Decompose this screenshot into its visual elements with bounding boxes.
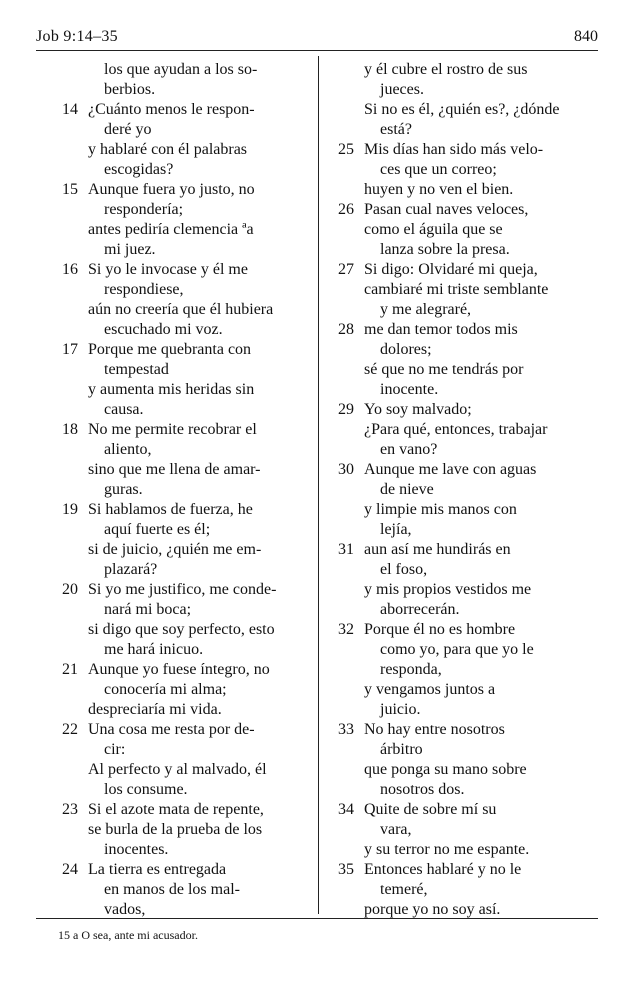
verse-text: inocente. <box>380 381 439 398</box>
verse-line <box>338 660 588 680</box>
verse-text: y él cubre el rostro de sus <box>364 61 528 78</box>
verse-line <box>338 340 588 360</box>
verse-line <box>62 460 308 480</box>
verse-text: en vano? <box>380 441 438 458</box>
verse-text: Porque me quebranta con <box>88 341 252 358</box>
verse-line <box>338 120 588 140</box>
verse-line <box>62 900 308 920</box>
verse-text: como el águila que se <box>364 221 503 238</box>
verse-line <box>62 540 308 560</box>
verse-text: huyen y no ven el bien. <box>364 181 514 198</box>
verse-number: 22 <box>62 721 78 738</box>
verse-line <box>62 120 308 140</box>
verse-text: inocentes. <box>104 841 169 858</box>
verse-text: plazará? <box>104 561 158 578</box>
verse-line <box>62 760 308 780</box>
verse-line <box>62 480 308 500</box>
verse-text: berbios. <box>104 81 156 98</box>
verse-text: Pasan cual naves veloces, <box>364 201 529 218</box>
verse-line <box>62 820 308 840</box>
verse-text: aliento, <box>104 441 152 458</box>
verse-line <box>62 840 308 860</box>
verse-number: 32 <box>338 621 354 638</box>
verse-line-25 <box>338 140 588 160</box>
book-reference: Job 9:14–35 <box>36 28 118 45</box>
verse-number: 30 <box>338 461 354 478</box>
verse-text: de nieve <box>380 481 434 498</box>
verse-line-33 <box>338 720 588 740</box>
footnote-rule <box>36 918 598 919</box>
verse-line <box>62 400 308 420</box>
verse-text: aun así me hundirás en <box>364 541 511 558</box>
verse-line-27 <box>338 260 588 280</box>
verse-line <box>62 280 308 300</box>
verse-text: está? <box>380 121 412 138</box>
verse-text: vados, <box>104 901 146 918</box>
verse-text: aún no creería que él hubiera <box>88 301 274 318</box>
verse-text: nará mi boca; <box>104 601 192 618</box>
verse-line <box>338 380 588 400</box>
verse-line-20 <box>62 580 308 600</box>
verse-line <box>338 300 588 320</box>
verse-line-31 <box>338 540 588 560</box>
verse-text: escogidas? <box>104 161 174 178</box>
verse-line-18 <box>62 420 308 440</box>
verse-line <box>62 440 308 460</box>
verse-text: los consume. <box>104 781 188 798</box>
verse-number: 33 <box>338 721 354 738</box>
verse-number: 14 <box>62 101 78 118</box>
verse-line <box>62 740 308 760</box>
verse-line <box>338 220 588 240</box>
verse-line <box>62 560 308 580</box>
verse-line <box>338 280 588 300</box>
verse-line <box>338 240 588 260</box>
verse-line <box>338 820 588 840</box>
verse-line <box>62 240 308 260</box>
verse-text: cambiaré mi triste semblante <box>364 281 549 298</box>
verse-text: me dan temor todos mis <box>364 321 518 338</box>
verse-text: Yo soy malvado; <box>364 401 472 418</box>
verse-line <box>62 880 308 900</box>
column-divider <box>318 56 319 914</box>
verse-line <box>62 520 308 540</box>
verse-text: aborrecerán. <box>380 601 460 618</box>
verse-text: guras. <box>104 481 143 498</box>
verse-line <box>338 880 588 900</box>
verse-line <box>62 780 308 800</box>
verse-text: juicio. <box>380 701 421 718</box>
verse-line <box>62 700 308 720</box>
verse-line <box>62 600 308 620</box>
verse-number: 26 <box>338 201 354 218</box>
verse-number: 18 <box>62 421 78 438</box>
verse-line <box>338 60 588 80</box>
verse-text: Entonces hablaré y no le <box>364 861 522 878</box>
verse-line <box>338 580 588 600</box>
verse-line-23 <box>62 800 308 820</box>
verse-text: Si hablamos de fuerza, he <box>88 501 253 518</box>
verse-line <box>338 640 588 660</box>
verse-line-28 <box>338 320 588 340</box>
verse-text: y vengamos juntos a <box>364 681 496 698</box>
verse-text: Quite de sobre mí su <box>364 801 497 818</box>
verse-line <box>338 700 588 720</box>
verse-number: 23 <box>62 801 78 818</box>
verse-line <box>338 780 588 800</box>
verse-line-24 <box>62 860 308 880</box>
verse-text: los que ayudan a los so- <box>104 61 258 78</box>
verse-number: 29 <box>338 401 354 418</box>
verse-line <box>338 360 588 380</box>
verse-text: Si digo: Olvidaré mi queja, <box>364 261 538 278</box>
verse-text: Si yo le invocase y él me <box>88 261 248 278</box>
verse-text: y mis propios vestidos me <box>364 581 532 598</box>
verse-text: y hablaré con él palabras <box>88 141 248 158</box>
verse-text: Al perfecto y al malvado, él <box>88 761 267 778</box>
verse-text: Si no es él, ¿quién es?, ¿dónde <box>364 101 560 118</box>
verse-text: se burla de la prueba de los <box>88 821 263 838</box>
verse-number: 28 <box>338 321 354 338</box>
running-header <box>36 28 598 51</box>
verse-line <box>338 520 588 540</box>
verse-line-22 <box>62 720 308 740</box>
verse-text: vara, <box>380 821 412 838</box>
verse-line <box>62 160 308 180</box>
verse-text: conocería mi alma; <box>104 681 227 698</box>
verse-line <box>338 100 588 120</box>
verse-line-17 <box>62 340 308 360</box>
verse-number: 35 <box>338 861 354 878</box>
verse-line <box>338 680 588 700</box>
verse-text: Porque él no es hombre <box>364 621 516 638</box>
verse-text: tempestad <box>104 361 169 378</box>
verse-text: Si yo me justifico, me conde- <box>88 581 277 598</box>
verse-line-34 <box>338 800 588 820</box>
verse-text: causa. <box>104 401 144 418</box>
verse-text: deré yo <box>104 121 152 138</box>
verse-text: si digo que soy perfecto, esto <box>88 621 275 638</box>
verse-text: cir: <box>104 741 126 758</box>
verse-number: 17 <box>62 341 78 358</box>
verse-line <box>62 80 308 100</box>
verse-line <box>338 900 588 920</box>
verse-text: en manos de los mal- <box>104 881 240 898</box>
verse-text: lejía, <box>380 521 412 538</box>
verse-text: Aunque me lave con aguas <box>364 461 537 478</box>
verse-text: ¿Cuánto menos le respon- <box>88 101 255 118</box>
verse-line <box>338 480 588 500</box>
verse-text: árbitro <box>380 741 423 758</box>
verse-line-15 <box>62 180 308 200</box>
verse-line <box>62 680 308 700</box>
verse-text: jueces. <box>380 81 424 98</box>
verse-text: si de juicio, ¿quién me em- <box>88 541 262 558</box>
verse-text: porque yo no soy así. <box>364 901 501 918</box>
verse-line <box>338 500 588 520</box>
verse-number: 21 <box>62 661 78 678</box>
verse-text: y limpie mis manos con <box>364 501 517 518</box>
verse-line <box>62 320 308 340</box>
verse-line <box>62 200 308 220</box>
verse-text: Aunque fuera yo justo, no <box>88 181 255 198</box>
verse-text: Si el azote mata de repente, <box>88 801 264 818</box>
verse-text: mi juez. <box>104 241 156 258</box>
verse-text: escuchado mi voz. <box>104 321 223 338</box>
verse-line-14 <box>62 100 308 120</box>
verse-line-30 <box>338 460 588 480</box>
verse-text: Mis días han sido más velo- <box>364 141 544 158</box>
verse-text: antes pediría clemencia ªa <box>88 221 254 238</box>
verse-text: Una cosa me resta por de- <box>88 721 255 738</box>
verse-text: nosotros dos. <box>380 781 465 798</box>
verse-line <box>62 220 308 240</box>
verse-line <box>62 380 308 400</box>
verse-text: despreciaría mi vida. <box>88 701 222 718</box>
verse-line <box>338 560 588 580</box>
verse-number: 20 <box>62 581 78 598</box>
verse-line <box>338 840 588 860</box>
verse-number: 16 <box>62 261 78 278</box>
verse-line <box>62 60 308 80</box>
verse-text: sino que me llena de amar- <box>88 461 261 478</box>
verse-text: como yo, para que yo le <box>380 641 534 658</box>
verse-line <box>338 160 588 180</box>
verse-text: lanza sobre la presa. <box>380 241 510 258</box>
verse-line-19 <box>62 500 308 520</box>
verse-line <box>62 640 308 660</box>
verse-line-26 <box>338 200 588 220</box>
verse-text: y me alegraré, <box>380 301 472 318</box>
verse-text: No me permite recobrar el <box>88 421 257 438</box>
verse-number: 34 <box>338 801 354 818</box>
verse-line-29 <box>338 400 588 420</box>
verse-text: el foso, <box>380 561 428 578</box>
verse-text: ¿Para qué, entonces, trabajar <box>364 421 548 438</box>
verse-text: temeré, <box>380 881 428 898</box>
verse-text: responda, <box>380 661 442 678</box>
verse-text: ces que un correo; <box>380 161 497 178</box>
verse-text: Aunque yo fuese íntegro, no <box>88 661 270 678</box>
verse-text: La tierra es entregada <box>88 861 227 878</box>
verse-text: sé que no me tendrás por <box>364 361 524 378</box>
verse-line <box>338 440 588 460</box>
verse-number: 27 <box>338 261 354 278</box>
verse-text: aquí fuerte es él; <box>104 521 211 538</box>
verse-text: y aumenta mis heridas sin <box>88 381 255 398</box>
verse-number: 24 <box>62 861 78 878</box>
verse-text: que ponga su mano sobre <box>364 761 527 778</box>
verse-number: 31 <box>338 541 354 558</box>
verse-text: No hay entre nosotros <box>364 721 505 738</box>
verse-line-35 <box>338 860 588 880</box>
verse-line <box>62 300 308 320</box>
verse-number: 15 <box>62 181 78 198</box>
verse-text: respondería; <box>104 201 184 218</box>
verse-line-16 <box>62 260 308 280</box>
verse-number: 25 <box>338 141 354 158</box>
verse-text: respondiese, <box>104 281 184 298</box>
verse-line <box>338 180 588 200</box>
verse-line <box>62 620 308 640</box>
page-number: 840 <box>574 28 598 45</box>
verse-line <box>62 360 308 380</box>
verse-number: 19 <box>62 501 78 518</box>
footnote: 15 a O sea, ante mi acusador. <box>58 928 198 942</box>
verse-text: dolores; <box>380 341 432 358</box>
verse-line <box>338 600 588 620</box>
verse-line <box>338 80 588 100</box>
verse-line <box>338 740 588 760</box>
verse-text: me hará inicuo. <box>104 641 204 658</box>
verse-line <box>62 140 308 160</box>
verse-line-21 <box>62 660 308 680</box>
verse-line <box>338 420 588 440</box>
verse-text: y su terror no me espante. <box>364 841 530 858</box>
verse-line <box>338 760 588 780</box>
verse-line-32 <box>338 620 588 640</box>
